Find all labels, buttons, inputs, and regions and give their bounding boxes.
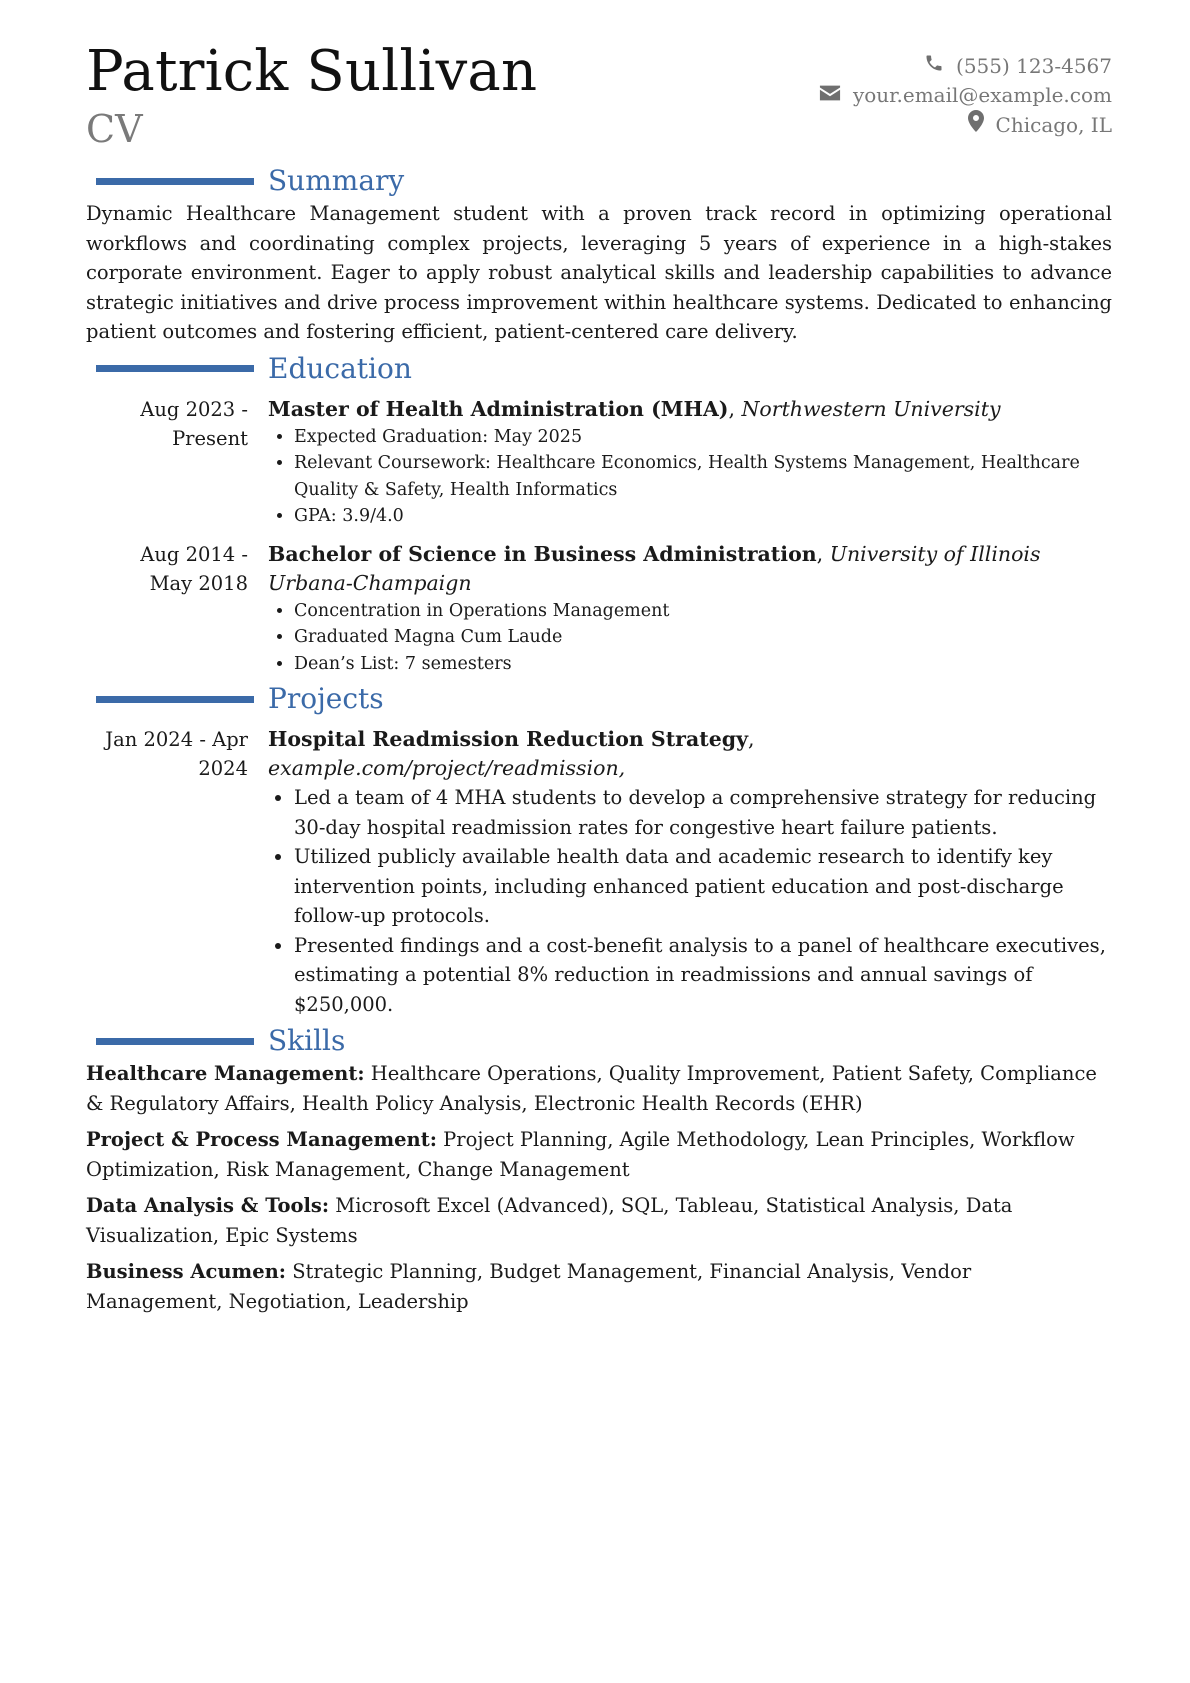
education-entry [86,395,1112,530]
list-item: • Utilized publicly available health data and academic research to identify key intervention points, including enhanced patient education and post-discharge follow-up protocols. [294,842,1112,931]
phone-text: (555) 123-4567 [956,54,1112,78]
email-text[interactable]: your.email@example.com [852,83,1112,107]
entry-bullets [268,598,1112,678]
entry-title: Bachelor of Science in Business Administration, University of Illinois Urbana-Champaign [268,541,1041,595]
section-bar [96,178,254,185]
list-item: • Expected Graduation: May 2025 [294,424,1112,451]
location-text: Chicago, IL [995,112,1112,137]
skill-items: Project Planning, Agile Methodology, Lean Principles, Workflow Optimization, Risk Management, Change Management [86,1128,1075,1181]
education-heading [86,353,1112,385]
phone-icon [924,52,944,81]
projects-heading [86,683,1112,715]
skill-group [86,1191,1112,1250]
skills-heading [86,1025,1112,1057]
project-name: Hospital Readmission Reduction Strategy [268,727,749,751]
map-pin-icon [968,110,984,140]
section-title: Education [268,351,412,385]
project-entry [86,725,1112,1019]
skill-label: Project & Process Management: [86,1128,437,1151]
entry-bullets [268,783,1112,1019]
skill-label: Business Acumen: [86,1260,286,1283]
project-link[interactable]: example.com/project/readmission, [268,756,626,780]
envelope-icon [819,81,841,110]
skill-group [86,1059,1112,1118]
list-item: • Presented findings and a cost-benefit analysis to a panel of healthcare executives, estimating a potential 8% reduction in readmissions and annual savings of $250,000. [294,931,1112,1020]
section-title: Skills [268,1024,346,1057]
education-entry [86,540,1112,678]
summary-heading [86,165,1112,197]
skill-items: Strategic Planning, Budget Management, Financial Analysis, Vendor Management, Negotiation, Leadership [86,1260,972,1313]
section-title: Summary [268,164,405,197]
cv-page [86,39,1112,1316]
entry-bullets [268,424,1112,530]
list-item: • Concentration in Operations Management [294,598,1112,625]
school-name: University of Illinois Urbana-Champaign [268,541,1041,595]
list-item: • Relevant Coursework: Healthcare Economics, Health Systems Management, Healthcare Quality & Safety, Health Informatics [294,450,1112,503]
summary-text: Dynamic Healthcare Management student with a proven track record in optimizing operational workflows and coordinating complex projects, leveraging 5 years of experience in a high-stakes corporate environment. Eager to apply robust analytical skills and leadership capabilities to advance strategic initiatives and drive process improvement within healthcare systems. Dedicated to enhancing patient outcomes and fostering efficient, patient-centered care delivery. [86,202,1112,343]
entry-date: Aug 2014 - May 2018 [140,542,248,595]
entry-title: Master of Health Administration (MHA), Northwestern University [268,396,1001,421]
phone-row [819,52,1112,81]
section-title: Projects [268,682,384,715]
section-bar [96,1038,254,1045]
degree-name: Bachelor of Science in Business Administration [268,541,817,566]
skill-label: Healthcare Management: [86,1062,365,1085]
entry-title: Hospital Readmission Reduction Strategy, example.com/project/readmission, [268,727,755,780]
location-row [819,110,1112,140]
list-item: • Graduated Magna Cum Laude [294,624,1112,651]
list-item: • GPA: 3.9/4.0 [294,503,1112,530]
section-bar [96,365,254,372]
entry-date: Jan 2024 - Apr 2024 [105,728,248,780]
skill-group [86,1125,1112,1184]
contact-info [819,52,1112,140]
email-row[interactable] [819,81,1112,110]
school-name: Northwestern University [741,396,1001,421]
degree-name: Master of Health Administration (MHA) [268,396,729,421]
header [86,39,1112,159]
section-bar [96,696,254,703]
skill-items: Healthcare Operations, Quality Improvement, Patient Safety, Compliance & Regulatory Affairs, Health Policy Analysis, Electronic Health Records (EHR) [86,1062,1097,1115]
list-item: • Led a team of 4 MHA students to develop a comprehensive strategy for reducing 30-day hospital readmission rates for congestive heart failure patients. [294,783,1112,842]
list-item: • Dean’s List: 7 semesters [294,651,1112,678]
person-name: Patrick Sullivan [86,39,538,104]
skill-label: Data Analysis & Tools: [86,1194,330,1217]
document-subtitle: CV [86,107,143,151]
skill-group [86,1257,1112,1316]
skill-items: Microsoft Excel (Advanced), SQL, Tableau, Statistical Analysis, Data Visualization, Epic Systems [86,1194,1013,1247]
entry-date: Aug 2023 - Present [140,397,248,450]
